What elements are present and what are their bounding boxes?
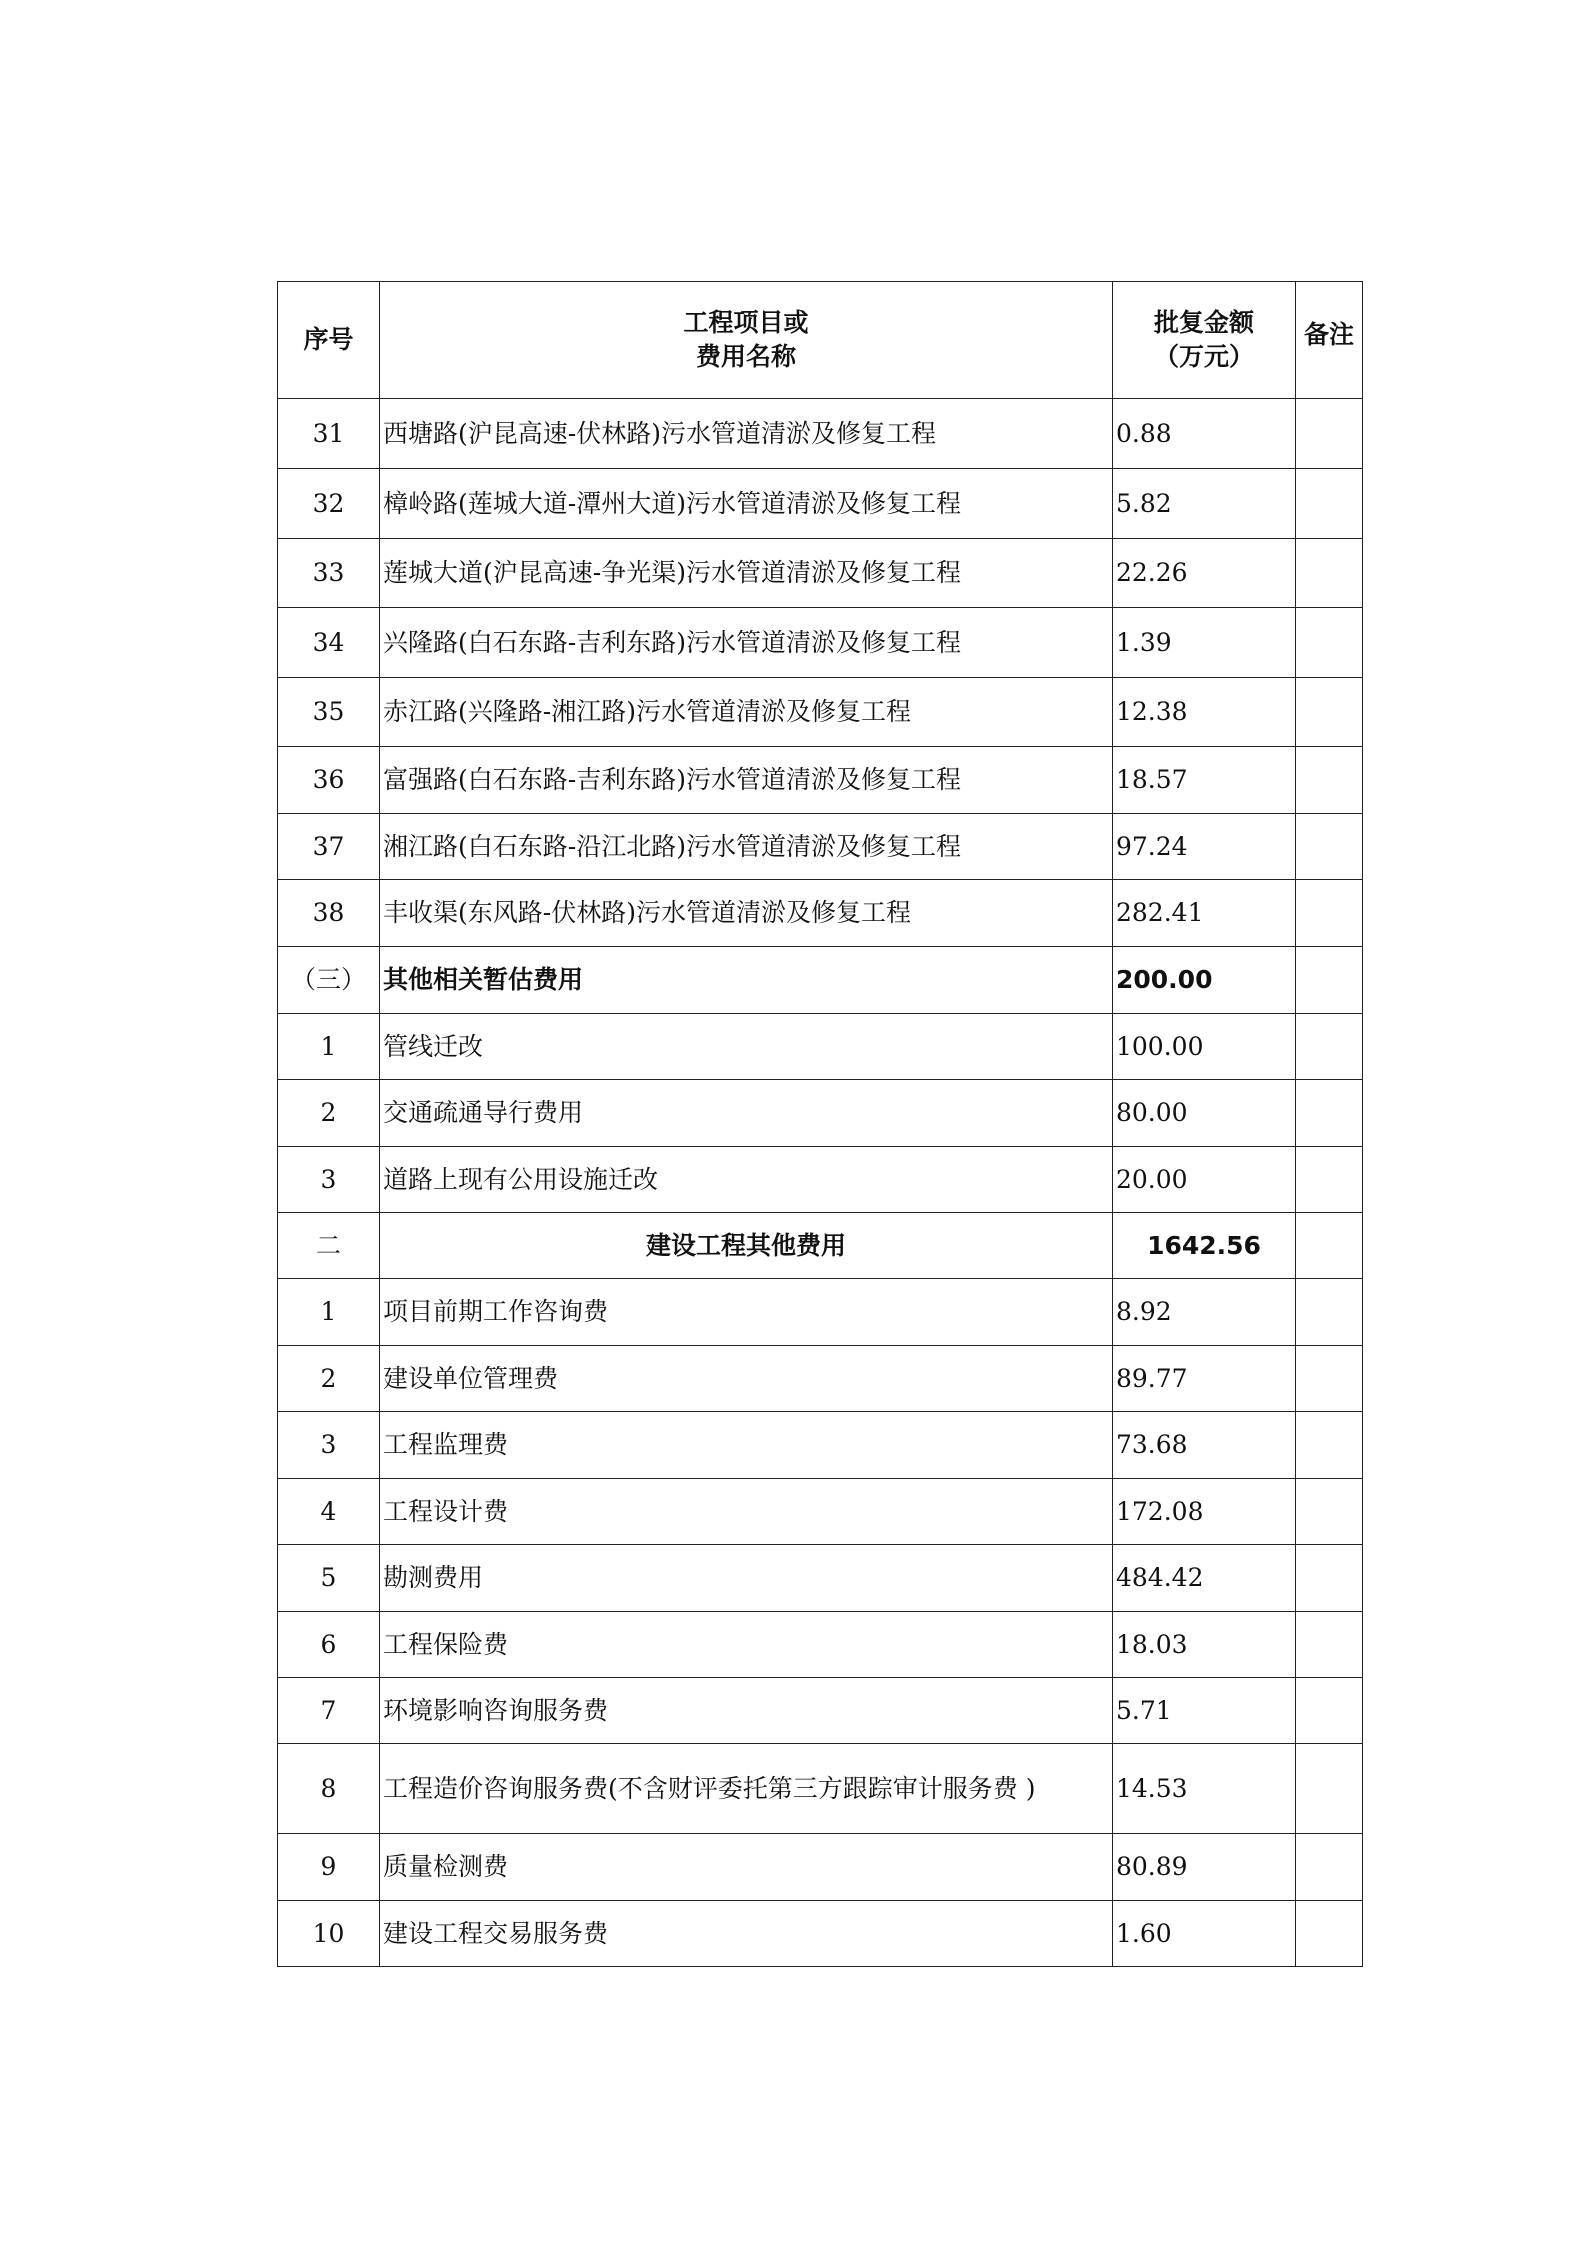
row-amount-cell: 22.26 [1113, 539, 1296, 608]
row-amount-cell: 172.08 [1113, 1479, 1296, 1545]
row-note-cell [1296, 1834, 1363, 1901]
row-number-cell: 2 [278, 1346, 380, 1412]
header-amount [1113, 282, 1296, 399]
row-name-cell: 丰收渠(东风路-伏林路)污水管道清淤及修复工程 [380, 880, 1113, 947]
row-amount-cell: 20.00 [1113, 1147, 1296, 1213]
row-number-cell: 32 [278, 469, 380, 539]
table-row [278, 1678, 1363, 1744]
row-number-cell: 36 [278, 747, 380, 814]
row-number-cell: 3 [278, 1147, 380, 1213]
table-row [278, 1346, 1363, 1412]
row-amount-cell: 18.57 [1113, 747, 1296, 814]
row-name-cell: 建设单位管理费 [380, 1346, 1113, 1412]
table-row [278, 947, 1363, 1014]
table-row [278, 1147, 1363, 1213]
row-amount-cell: 14.53 [1113, 1744, 1296, 1834]
table-row [278, 1612, 1363, 1678]
table-row [278, 1834, 1363, 1901]
row-name-cell: 项目前期工作咨询费 [380, 1279, 1113, 1346]
row-amount-cell: 80.00 [1113, 1080, 1296, 1147]
row-note-cell [1296, 1678, 1363, 1744]
table-row [278, 539, 1363, 608]
row-note-cell [1296, 1147, 1363, 1213]
table-row [278, 399, 1363, 469]
row-number-cell: 33 [278, 539, 380, 608]
row-name-cell: 道路上现有公用设施迁改 [380, 1147, 1113, 1213]
row-amount-cell: 0.88 [1113, 399, 1296, 469]
row-name-cell: 交通疏通导行费用 [380, 1080, 1113, 1147]
row-amount-cell: 97.24 [1113, 814, 1296, 880]
row-note-cell [1296, 1080, 1363, 1147]
row-number-cell: 7 [278, 1678, 380, 1744]
row-note-cell [1296, 1744, 1363, 1834]
row-amount-cell: 1.39 [1113, 608, 1296, 678]
row-number-cell: 6 [278, 1612, 380, 1678]
row-amount-cell: 282.41 [1113, 880, 1296, 947]
row-amount-cell: 5.71 [1113, 1678, 1296, 1744]
table-row [278, 1080, 1363, 1147]
row-name-cell: 工程造价咨询服务费(不含财评委托第三方跟踪审计服务费 ) [380, 1744, 1113, 1834]
row-note-cell [1296, 399, 1363, 469]
row-name-cell: 环境影响咨询服务费 [380, 1678, 1113, 1744]
row-amount-cell: 12.38 [1113, 678, 1296, 747]
row-name-cell: 勘测费用 [380, 1545, 1113, 1612]
row-amount-cell: 89.77 [1113, 1346, 1296, 1412]
row-note-cell [1296, 880, 1363, 947]
row-number-cell: 8 [278, 1744, 380, 1834]
table-row [278, 1901, 1363, 1967]
row-note-cell [1296, 678, 1363, 747]
row-number-cell: 二 [278, 1213, 380, 1279]
row-amount-cell: 1642.56 [1113, 1213, 1296, 1279]
row-amount-cell: 80.89 [1113, 1834, 1296, 1901]
row-amount-cell: 18.03 [1113, 1612, 1296, 1678]
header-row [278, 282, 1363, 399]
table-row [278, 678, 1363, 747]
header-name-line2: 费用名称 [695, 342, 796, 371]
table-row [278, 1014, 1363, 1080]
table-row [278, 469, 1363, 539]
row-name-cell: 管线迁改 [380, 1014, 1113, 1080]
row-note-cell [1296, 1612, 1363, 1678]
row-note-cell [1296, 1279, 1363, 1346]
header-note: 备注 [1296, 282, 1363, 399]
row-note-cell [1296, 814, 1363, 880]
row-name-cell: 富强路(白石东路-吉利东路)污水管道清淤及修复工程 [380, 747, 1113, 814]
cost-table [277, 281, 1363, 1967]
table-row [278, 1545, 1363, 1612]
row-number-cell: 2 [278, 1080, 380, 1147]
row-name-cell: 建设工程其他费用 [380, 1213, 1113, 1279]
row-amount-cell: 73.68 [1113, 1412, 1296, 1479]
table-row [278, 814, 1363, 880]
row-note-cell [1296, 539, 1363, 608]
row-number-cell: 1 [278, 1279, 380, 1346]
row-note-cell [1296, 947, 1363, 1014]
row-number-cell: 5 [278, 1545, 380, 1612]
header-name-line1: 工程项目或 [683, 308, 809, 338]
row-amount-cell: 484.42 [1113, 1545, 1296, 1612]
row-name-cell: 质量检测费 [380, 1834, 1113, 1901]
table-row [278, 1479, 1363, 1545]
row-name-cell: 湘江路(白石东路-沿江北路)污水管道清淤及修复工程 [380, 814, 1113, 880]
table-row [278, 1412, 1363, 1479]
row-note-cell [1296, 1213, 1363, 1279]
table-row [278, 608, 1363, 678]
row-name-cell: 西塘路(沪昆高速-伏林路)污水管道清淤及修复工程 [380, 399, 1113, 469]
row-note-cell [1296, 1479, 1363, 1545]
header-name [380, 282, 1113, 399]
row-number-cell: 1 [278, 1014, 380, 1080]
row-name-cell: 赤江路(兴隆路-湘江路)污水管道清淤及修复工程 [380, 678, 1113, 747]
row-number-cell: 9 [278, 1834, 380, 1901]
row-note-cell [1296, 1901, 1363, 1967]
row-name-cell: 樟岭路(莲城大道-潭州大道)污水管道清淤及修复工程 [380, 469, 1113, 539]
row-note-cell [1296, 1014, 1363, 1080]
table-body [278, 399, 1363, 1967]
row-note-cell [1296, 1545, 1363, 1612]
row-note-cell [1296, 608, 1363, 678]
table-row [278, 1744, 1363, 1834]
row-name-cell: 工程保险费 [380, 1612, 1113, 1678]
row-note-cell [1296, 1346, 1363, 1412]
row-number-cell: 31 [278, 399, 380, 469]
row-number-cell: 3 [278, 1412, 380, 1479]
table-row [278, 1279, 1363, 1346]
header-amount-line2: （万元） [1153, 342, 1254, 371]
row-note-cell [1296, 747, 1363, 814]
row-number-cell: 4 [278, 1479, 380, 1545]
row-note-cell [1296, 1412, 1363, 1479]
header-no: 序号 [278, 282, 380, 399]
row-name-cell: 莲城大道(沪昆高速-争光渠)污水管道清淤及修复工程 [380, 539, 1113, 608]
table-row [278, 880, 1363, 947]
row-note-cell [1296, 469, 1363, 539]
row-name-cell: 其他相关暂估费用 [380, 947, 1113, 1014]
row-amount-cell: 1.60 [1113, 1901, 1296, 1967]
row-number-cell: 35 [278, 678, 380, 747]
row-number-cell: 10 [278, 1901, 380, 1967]
row-amount-cell: 8.92 [1113, 1279, 1296, 1346]
row-number-cell: （三） [278, 947, 380, 1014]
row-amount-cell: 200.00 [1113, 947, 1296, 1014]
row-name-cell: 兴隆路(白石东路-吉利东路)污水管道清淤及修复工程 [380, 608, 1113, 678]
table-header [278, 282, 1363, 399]
row-number-cell: 37 [278, 814, 380, 880]
table-row [278, 747, 1363, 814]
row-name-cell: 工程设计费 [380, 1479, 1113, 1545]
row-amount-cell: 5.82 [1113, 469, 1296, 539]
table-row [278, 1213, 1363, 1279]
row-amount-cell: 100.00 [1113, 1014, 1296, 1080]
row-number-cell: 34 [278, 608, 380, 678]
row-name-cell: 工程监理费 [380, 1412, 1113, 1479]
row-name-cell: 建设工程交易服务费 [380, 1901, 1113, 1967]
header-amount-line1: 批复金额 [1153, 308, 1254, 338]
row-number-cell: 38 [278, 880, 380, 947]
